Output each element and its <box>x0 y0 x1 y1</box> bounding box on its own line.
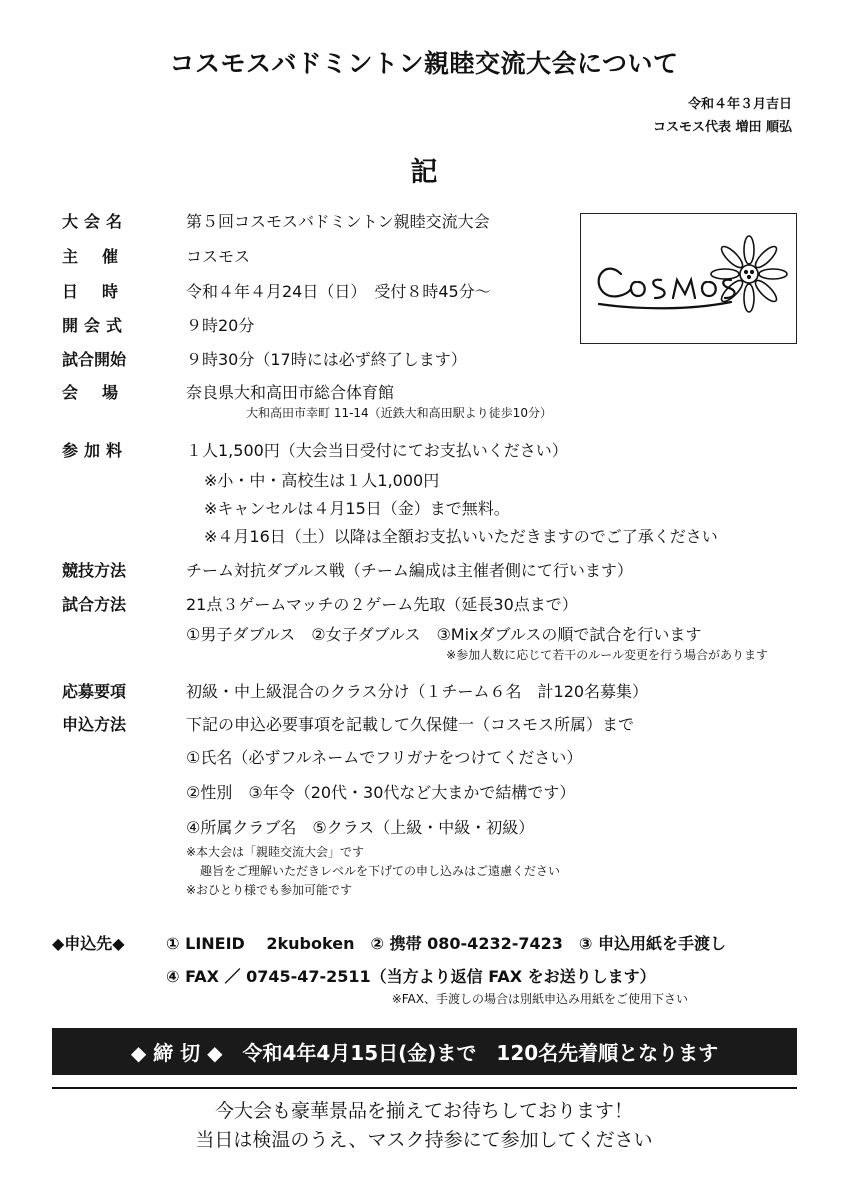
host-label: 主催 <box>62 247 143 266</box>
contact-note: ※FAX、手渡しの場合は別紙申込み用紙をご使用下さい <box>391 992 688 1006</box>
method: チーム対抗ダブルス戦（チーム編成は主催者側にて行います） <box>186 561 633 580</box>
fee-label: 参加料 <box>62 441 129 460</box>
recruit: 初級・中上級混合のクラス分け（１チーム６名 計120名募集） <box>186 682 649 701</box>
match-order: ①男子ダブルス ②女子ダブルス ③Mixダブルスの順で試合を行います <box>186 625 702 644</box>
apply-note-1: ※本大会は「親睦交流大会」です <box>186 845 365 859</box>
divider <box>52 1087 797 1089</box>
apply-item-3: ④所属クラブ名 ⑤クラス（上級・中級・初級） <box>186 818 535 837</box>
apply-note-2: 趣旨をご理解いただきレベルを下げての申し込みはご遠慮ください <box>200 864 561 878</box>
contact-label: ◆申込先◆ <box>52 934 125 953</box>
fee-student: ※小・中・高校生は１人1,000円 <box>204 471 440 490</box>
host: コスモス <box>186 247 251 266</box>
venue-label: 会場 <box>62 383 143 402</box>
match-label: 試合方法 <box>62 595 127 614</box>
opening: ９時20分 <box>186 316 255 335</box>
deadline-banner: ◆ 締 切 ◆ 令和4年4月15日(金)まで 120名先着順となります <box>52 1028 797 1075</box>
datetime-label: 日時 <box>62 282 143 301</box>
datetime: 令和４年４月24日（日） 受付８時45分～ <box>186 282 491 301</box>
fee-cancel: ※キャンセルは４月15日（金）まで無料。 <box>204 499 510 518</box>
match-note: ※参加人数に応じて若干のルール変更を行う場合があります <box>446 648 768 662</box>
apply: 下記の申込必要事項を記載して久保健一（コスモス所属）まで <box>186 715 635 734</box>
recruit-label: 応募要項 <box>62 682 127 701</box>
apply-item-2: ②性別 ③年令（20代・30代など大まかで結構です） <box>186 783 576 802</box>
author: コスモス代表 増田 順弘 <box>652 120 792 135</box>
fee: １人1,500円（大会当日受付にてお支払いください） <box>186 441 568 460</box>
ki-heading: 記 <box>410 157 438 188</box>
venue-address: 大和高田市幸町 11-14（近鉄大和高田駅より徒歩10分） <box>246 406 552 420</box>
venue: 奈良県大和高田市総合体育館 <box>186 383 395 402</box>
method-label: 競技方法 <box>62 561 127 580</box>
closing-line-2: 当日は検温のうえ、マスク持参にて参加してください <box>195 1129 653 1151</box>
apply-note-3: ※おひとり様でも参加可能です <box>186 883 353 897</box>
opening-label: 開会式 <box>62 316 129 335</box>
event-name-label: 大会名 <box>62 212 129 231</box>
page-title: コスモスバドミントン親睦交流大会について <box>169 49 679 78</box>
issue-date: 令和４年３月吉日 <box>687 97 792 112</box>
cosmos-flower-logo-icon <box>581 214 798 345</box>
fee-after: ※４月16日（土）以降は全額お支払いいただきますのでご了承ください <box>204 527 718 546</box>
closing-line-1: 今大会も豪華景品を揃えてお待ちしております！ <box>214 1100 633 1122</box>
start-label: 試合開始 <box>62 350 127 369</box>
start: ９時30分（17時には必ず終了します） <box>186 350 467 369</box>
apply-label: 申込方法 <box>62 715 127 734</box>
match: 21点３ゲームマッチの２ゲーム先取（延長30点まで） <box>186 595 578 614</box>
event-name: 第５回コスモスバドミントン親睦交流大会 <box>186 212 490 231</box>
contact-line-2: ④ FAX ／ 0745-47-2511（当方より返信 FAX をお送りします） <box>166 967 656 986</box>
apply-item-1: ①氏名（必ずフルネームでフリガナをつけてください） <box>186 748 583 767</box>
contact-line-1: ① LINEID 2kuboken ② 携帯 080-4232-7423 ③ 申込用紙を手渡し <box>166 934 727 953</box>
cosmos-logo <box>580 213 797 344</box>
